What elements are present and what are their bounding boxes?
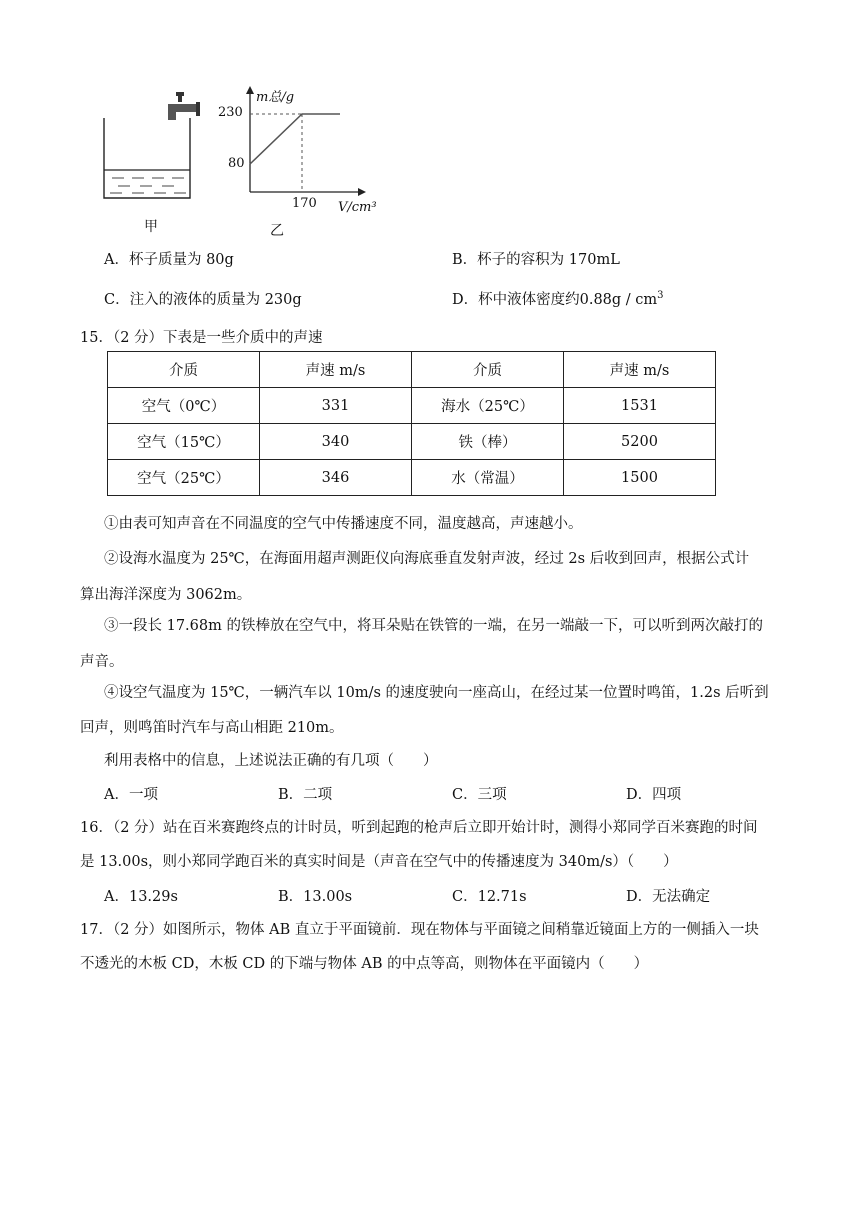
cup-icon [104,118,190,198]
table-cell: 海水（25℃） [412,388,564,424]
table-cell: 1531 [564,388,716,424]
q16-option-c[interactable]: C．12.71s [452,889,527,905]
q15-option-a[interactable]: A．一项 [104,787,158,803]
q17-stem-line-1: 17．（2 分）如图所示，物体 AB 直立于平面镜前．现在物体与平面镜之间稍靠近镜面上方的一侧插入一块 [80,922,759,938]
y-axis-label: m总/g [256,90,295,105]
tick-170: 170 [292,196,317,211]
table-cell: 346 [260,460,412,496]
table-cell: 铁（棒） [412,424,564,460]
table-row [108,388,716,424]
q16-stem-line-1: 16．（2 分）站在百米赛跑终点的计时员，听到起跑的枪声后立即开始计时，测得小郑同学百米赛跑的时间 [80,820,758,836]
figure-label-jia: 甲 [144,219,158,235]
table-cell: 水（常温） [412,460,564,496]
q15-statement-2a: ②设海水温度为 25℃，在海面用超声测距仪向海底垂直发射声波，经过 2s 后收到回声，根据公式计 [104,551,750,567]
table-cell: 1500 [564,460,716,496]
table-row [108,424,716,460]
q14-figure [96,80,376,240]
q15-stem: 15．（2 分）下表是一些介质中的声速 [80,330,323,346]
q16-option-d[interactable]: D．无法确定 [626,889,711,905]
table-cell: 空气（25℃） [108,460,260,496]
q15-option-c[interactable]: C．三项 [452,787,507,803]
table-row [108,460,716,496]
table-cell: 5200 [564,424,716,460]
q16-option-a[interactable]: A．13.29s [104,889,178,905]
table-cell: 331 [260,388,412,424]
table-header-cell: 声速 m/s [564,352,716,388]
q15-option-b[interactable]: B．二项 [278,787,333,803]
q16-option-b[interactable]: B．13.00s [278,889,353,905]
tick-80: 80 [228,156,245,171]
table-cell: 空气（15℃） [108,424,260,460]
figure-label-yi: 乙 [270,223,284,239]
q14-option-c[interactable]: C．注入的液体的质量为 230g [104,292,302,308]
q15-statement-4a: ④设空气温度为 15℃，一辆汽车以 10m/s 的速度驶向一座高山，在经过某一位置时鸣笛，1.2s 后听到 [104,685,769,701]
table-cell: 340 [260,424,412,460]
q14-option-b[interactable]: B．杯子的容积为 170mL [452,252,620,268]
q15-question: 利用表格中的信息，上述说法正确的有几项（ ） [104,753,438,769]
table-header-cell: 介质 [412,352,564,388]
x-axis-label: V/cm³ [338,200,377,215]
q14-option-a[interactable]: A．杯子质量为 80g [104,252,234,268]
table-cell: 空气（0℃） [108,388,260,424]
q15-statement-4b: 回声，则鸣笛时汽车与高山相距 210m。 [80,720,344,736]
q15-statement-1: ①由表可知声音在不同温度的空气中传播速度不同，温度越高，声速越小。 [104,516,583,532]
q15-statement-3b: 声音。 [80,654,124,670]
q17-stem-line-2: 不透光的木板 CD，木板 CD 的下端与物体 AB 的中点等高，则物体在平面镜内（ ） [80,956,649,972]
table-header-row [108,352,716,388]
table-header-cell: 介质 [108,352,260,388]
q16-stem-line-2: 是 13.00s，则小郑同学跑百米的真实时间是（声音在空气中的传播速度为 340m/s）（ ） [80,854,678,870]
tick-230: 230 [218,105,243,120]
q15-statement-3a: ③一段长 17.68m 的铁棒放在空气中，将耳朵贴在铁管的一端，在另一端敲一下，可以听到两次敲打的 [104,618,763,634]
q15-statement-2b: 算出海洋深度为 3062m。 [80,587,252,603]
q15-option-d[interactable]: D．四项 [626,787,682,803]
q14-option-d[interactable]: D．杯中液体密度约$0.88g / cm^3$ [452,290,664,308]
faucet-icon [168,92,200,120]
table-header-cell: 声速 m/s [260,352,412,388]
sound-speed-table [107,351,716,496]
